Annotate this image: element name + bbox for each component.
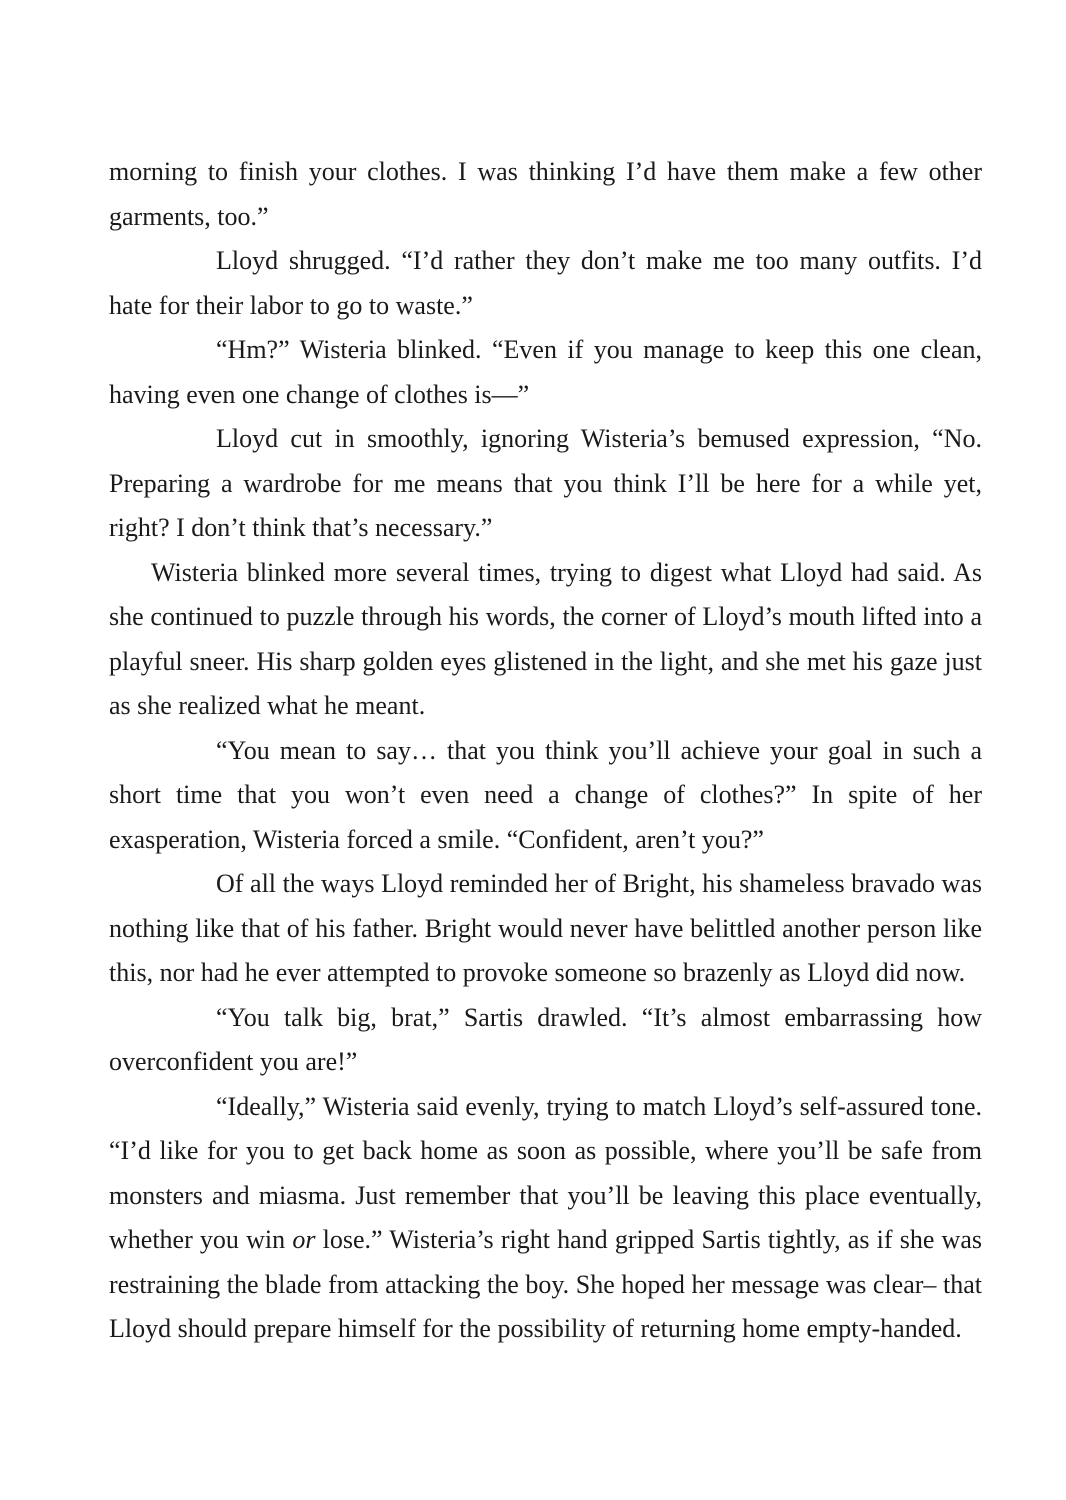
paragraph-5: Wisteria blinked more several times, trying to digest what Lloyd had said. As she continued to puzzle through his words, the corner of Lloyd’s mouth lifted into a playful sneer. His sharp golden eyes glistened in the light, and she met his gaze just as she realized what he meant.	[109, 557, 982, 720]
paragraph-6: “You mean to say… that you think you’ll achieve your goal in such a short time that you won’t even need a change of clothes?” In spite of her exasperation, Wisteria forced a smile. “Confident, aren’t you?”	[109, 735, 982, 854]
paragraph-2: Lloyd shrugged. “I’d rather they don’t make me too many outfits. I’d hate for their labor to go to waste.”	[109, 246, 982, 320]
paragraph-9-text-before: “Ideally,” Wisteria said evenly, trying to match Lloyd’s self-assured tone. “I’d like for you to get back home as soon as possible, where you’ll be safe from monsters and miasma. Just remember that you’ll be leaving this place eventually, whether you win	[109, 1091, 982, 1254]
paragraph-4: Lloyd cut in smoothly, ignoring Wisteria’s bemused expression, “No. Preparing a wardrobe for me means that you think I’ll be here for a while yet, right? I don’t think that’s necessary.”	[109, 424, 982, 542]
paragraph-8: “You talk big, brat,” Sartis drawled. “It’s almost embarrassing how overconfident you are!”	[109, 1002, 982, 1076]
paragraph-9	[109, 1085, 982, 1352]
paragraph-1: morning to finish your clothes. I was thinking I’d have them make a few other garments, too.”	[109, 157, 982, 231]
page-body-text	[109, 150, 982, 1352]
paragraph-9-text-after: lose.” Wisteria’s right hand gripped Sartis tightly, as if she was restraining the blade from attacking the boy. She hoped her message was clear– that Lloyd should prepare himself for the possibility of returning home empty-handed.	[109, 1225, 982, 1343]
emphasized-word: or	[292, 1225, 316, 1254]
paragraph-7: Of all the ways Lloyd reminded her of Bright, his shameless bravado was nothing like that of his father. Bright would never have belittled another person like this, nor had he ever attempted to provoke someone so brazenly as Lloyd did now.	[109, 869, 982, 987]
paragraph-3: “Hm?” Wisteria blinked. “Even if you manage to keep this one clean, having even one change of clothes is—”	[109, 335, 982, 409]
